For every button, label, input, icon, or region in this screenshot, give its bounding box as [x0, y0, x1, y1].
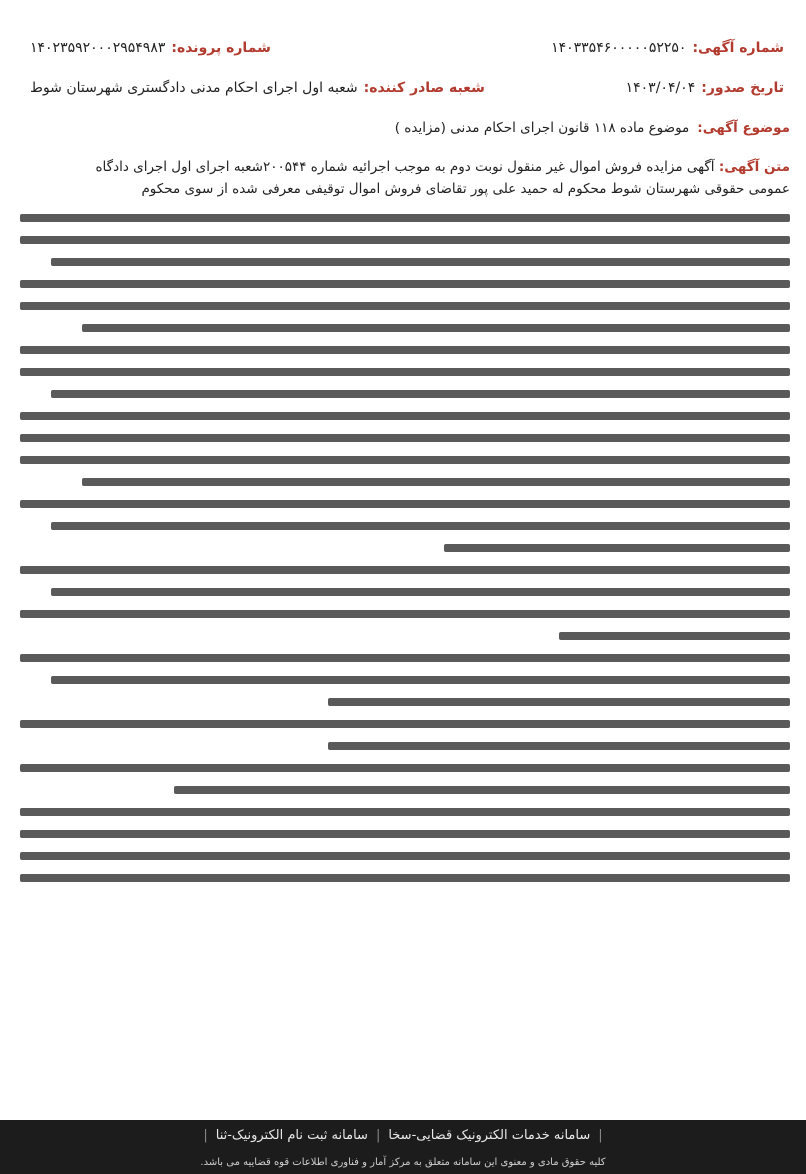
notice-body — [20, 156, 790, 896]
text-line — [559, 632, 790, 640]
text-line — [20, 566, 790, 574]
text-line — [20, 874, 790, 882]
text-line — [20, 456, 790, 464]
text-line — [20, 434, 790, 442]
text-line — [20, 346, 790, 354]
issue-date-label: تاریخ صدور: — [701, 80, 784, 96]
text-line — [20, 720, 790, 728]
subject-label: موضوع آگهی: — [697, 120, 790, 136]
text-line — [20, 852, 790, 860]
issuer-label: شعبه صادر کننده: — [363, 80, 485, 96]
text-line — [444, 544, 791, 552]
body-second-line: عمومی حقوقی شهرستان شوط محکوم له حمید علی پور تقاضای فروش اموال توقیفی معرفی شده از سوی محکوم — [141, 181, 790, 197]
text-line — [20, 830, 790, 838]
issuer-value: شعبه اول اجرای احکام مدنی دادگستری شهرستان شوط — [30, 80, 358, 96]
notice-number — [551, 40, 784, 56]
issue-date — [626, 80, 784, 96]
body-intro — [20, 156, 790, 178]
footer-links — [0, 1120, 806, 1143]
text-line — [20, 654, 790, 662]
body-paragraph-5 — [20, 764, 790, 794]
body-label: متن آگهی: — [718, 159, 790, 175]
text-line — [174, 786, 790, 794]
text-line — [82, 324, 790, 332]
text-line — [20, 500, 790, 508]
case-number-value: ۱۴۰۲۳۵۹۲۰۰۰۲۹۵۴۹۸۳ — [30, 40, 166, 56]
body-paragraph-1 — [20, 214, 790, 552]
notice-number-value: ۱۴۰۳۳۵۴۶۰۰۰۰۰۵۲۲۵۰ — [551, 40, 687, 56]
footer-copyright: کلیه حقوق مادی و معنوی این سامانه متعلق به مرکز آمار و فناوری اطلاعات قوه قضاییه می باشد. — [200, 1157, 606, 1168]
text-line — [51, 258, 790, 266]
text-line — [20, 808, 790, 816]
text-line — [20, 610, 790, 618]
text-line — [51, 676, 790, 684]
text-line — [51, 390, 790, 398]
body-intro-line: آگهی مزایده فروش اموال غیر منقول نوبت دوم به موجب اجرائیه شماره ۲۰۰۵۴۴شعبه اجرای اول اجرای دادگاه — [95, 159, 715, 175]
text-line — [328, 698, 790, 706]
text-line — [51, 588, 790, 596]
text-line — [20, 368, 790, 376]
case-number — [30, 40, 271, 56]
footer-separator: | — [598, 1128, 603, 1143]
text-line — [20, 236, 790, 244]
footer-separator: | — [203, 1128, 208, 1143]
subject-value: موضوع ماده ۱۱۸ قانون اجرای احکام مدنی (مزایده ) — [394, 120, 690, 136]
text-line — [20, 764, 790, 772]
notice-header — [30, 28, 784, 108]
issue-date-value: ۱۴۰۳/۰۴/۰۴ — [625, 80, 696, 96]
footer-separator: | — [375, 1128, 381, 1143]
body-paragraph-2 — [20, 566, 790, 640]
text-line — [82, 478, 790, 486]
body-paragraph-4 — [20, 720, 790, 750]
body-paragraph-3 — [20, 654, 790, 706]
text-line — [20, 280, 790, 288]
body-paragraph-6 — [20, 808, 790, 882]
text-line — [328, 742, 790, 750]
text-line — [20, 214, 790, 222]
text-line — [20, 412, 790, 420]
notice-subject — [30, 120, 790, 136]
site-footer — [0, 1120, 806, 1174]
text-line — [51, 522, 790, 530]
issuer — [30, 80, 485, 96]
case-number-label: شماره پرونده: — [171, 40, 271, 56]
text-line — [20, 302, 790, 310]
footer-link-sana[interactable]: سامانه ثبت نام الکترونیک-ثنا — [215, 1128, 368, 1143]
notice-number-label: شماره آگهی: — [692, 40, 784, 56]
footer-link-sakha[interactable]: سامانه خدمات الکترونیک قضایی-سخا — [388, 1128, 591, 1143]
